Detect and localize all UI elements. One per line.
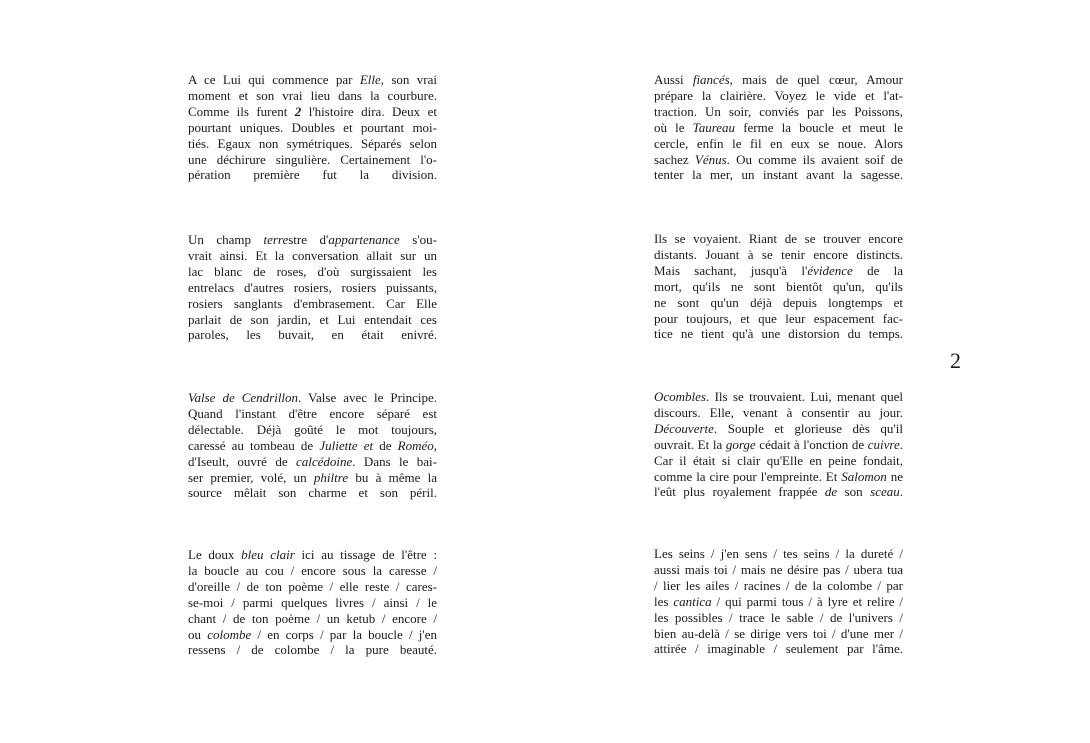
text-line: tenter la mer, un instant avant la sagesse. (654, 167, 903, 183)
left-stanza-4 (188, 547, 437, 658)
text-line: chant / de ton poème / un ketub / encore / (188, 610, 437, 626)
text-line: tice ne tient qu'à une distorsion du temps. (654, 326, 903, 342)
text-line: entrelacs d'autres rosiers, rosiers puissants, (188, 279, 437, 295)
text-line: Un champ terrestre d'appartenance s'ou- (188, 232, 437, 247)
text-line: Mais sachant, jusqu'à l'évidence de la (654, 262, 903, 278)
left-stanza-2 (188, 232, 437, 343)
text-line: moment et son vrai lieu dans la courbure. (188, 87, 437, 103)
text-line: rosiers sanglants d'embrasement. Car Elle (188, 295, 437, 311)
text-line: tiés. Egaux non symétriques. Séparés selon (188, 135, 437, 151)
text-line: une déchirure singulière. Certainement l'o- (188, 151, 437, 167)
text-line: paroles, les buvait, en était enivré. (188, 327, 437, 343)
text-line: Ils se voyaient. Riant de se trouver encore (654, 231, 903, 246)
text-line: Aussi fiancés, mais de quel cœur, Amour (654, 72, 903, 87)
text-line: cercle, enfin le fil en eux se noue. Alors (654, 135, 903, 151)
page-number: 2 (950, 348, 961, 373)
text-line: Découverte. Souple et glorieuse dès qu'il (654, 420, 903, 436)
text-line: délectable. Déjà goûté le mot toujours, (188, 421, 437, 437)
right-stanza-1 (654, 72, 903, 183)
text-line: pour toujours, et que leur espacement fac- (654, 310, 903, 326)
text-line: A ce Lui qui commence par Elle, son vrai (188, 72, 437, 87)
text-line: Les seins / j'en sens / tes seins / la dureté / (654, 546, 903, 561)
text-line: Le doux bleu clair ici au tissage de l'être : (188, 547, 438, 562)
text-line: pération première fut la division. (188, 167, 437, 183)
text-line: la boucle au cou / encore sous la caresse / (188, 562, 437, 578)
text-line: les cantica / qui parmi tous / à lyre et relire / (654, 593, 903, 609)
text-line: / lier les ailes / racines / de la colombe / par (654, 577, 903, 593)
text-line: où le Taureau ferme la boucle et meut le (654, 119, 903, 135)
text-line: Comme ils furent 2 l'histoire dira. Deux et (188, 103, 437, 119)
text-line: sachez Vénus. Ou comme ils avaient soif de (654, 151, 903, 167)
text-line: ou colombe / en corps / par la boucle / j'en (188, 626, 438, 642)
text-line: l'eût plus royalement frappée de son sceau. (654, 484, 904, 500)
text-line: lac blanc de roses, d'où surgissaient les (188, 263, 437, 279)
text-line: ne sont qu'un déjà depuis longtemps et (654, 294, 903, 310)
text-line: discours. Elle, venant à consentir au jour. (654, 404, 903, 420)
left-stanza-1 (188, 72, 437, 183)
text-line: ser premier, volé, un philtre bu à même la (188, 469, 437, 485)
text-line: caressé au tombeau de Juliette et de Roméo, (188, 437, 437, 453)
text-line: ouvrait. Et la gorge cédait à l'onction de cuivre. (654, 436, 903, 452)
text-line: Valse de Cendrillon. Valse avec le Principe. (188, 390, 437, 405)
text-line: traction. Un soir, conviés par les Poissons, (654, 103, 903, 119)
right-stanza-2 (654, 231, 903, 342)
text-line: se-moi / parmi quelques livres / ainsi / le (188, 594, 437, 610)
text-line: d'oreille / de ton poème / elle reste / cares- (188, 578, 437, 594)
text-line: vrait ainsi. Et la conversation allait sur un (188, 247, 437, 263)
text-line: bien au-delà / se dirige vers toi / d'une mer / (654, 625, 903, 641)
text-line: comme la cire pour l'empreinte. Et Salomon ne (654, 468, 903, 484)
text-line: Quand l'instant d'être encore séparé est (188, 405, 437, 421)
text-line: attirée / imaginable / seulement par l'âme. (654, 641, 903, 657)
text-line: source mêlait son charme et son péril. (188, 485, 437, 501)
text-line: les possibles / trace le sable / de l'univers / (654, 609, 903, 625)
text-line: prépare la clairière. Voyez le vide et l'at- (654, 87, 903, 103)
right-stanza-4 (654, 546, 903, 657)
text-line: Car il était si clair qu'Elle en peine fondait, (654, 452, 903, 468)
right-stanza-3 (654, 389, 903, 500)
text-line: Ocombles. Ils se trouvaient. Lui, menant quel (654, 389, 903, 404)
text-line: pourtant uniques. Doubles et pourtant moi- (188, 119, 437, 135)
text-line: mort, qu'ils ne sont bientôt qu'un, qu'ils (654, 278, 903, 294)
text-line: parlait de son jardin, et Lui entendait ces (188, 311, 437, 327)
left-stanza-3 (188, 390, 437, 501)
text-line: distants. Jouant à se tenir encore distincts. (654, 246, 903, 262)
text-line: aussi mais toi / mais ne désire pas / ubera tua (654, 561, 903, 577)
text-line: ressens / de colombe / la pure beauté. (188, 642, 437, 658)
text-line: d'Iseult, ouvré de calcédoine. Dans le bai- (188, 453, 437, 469)
